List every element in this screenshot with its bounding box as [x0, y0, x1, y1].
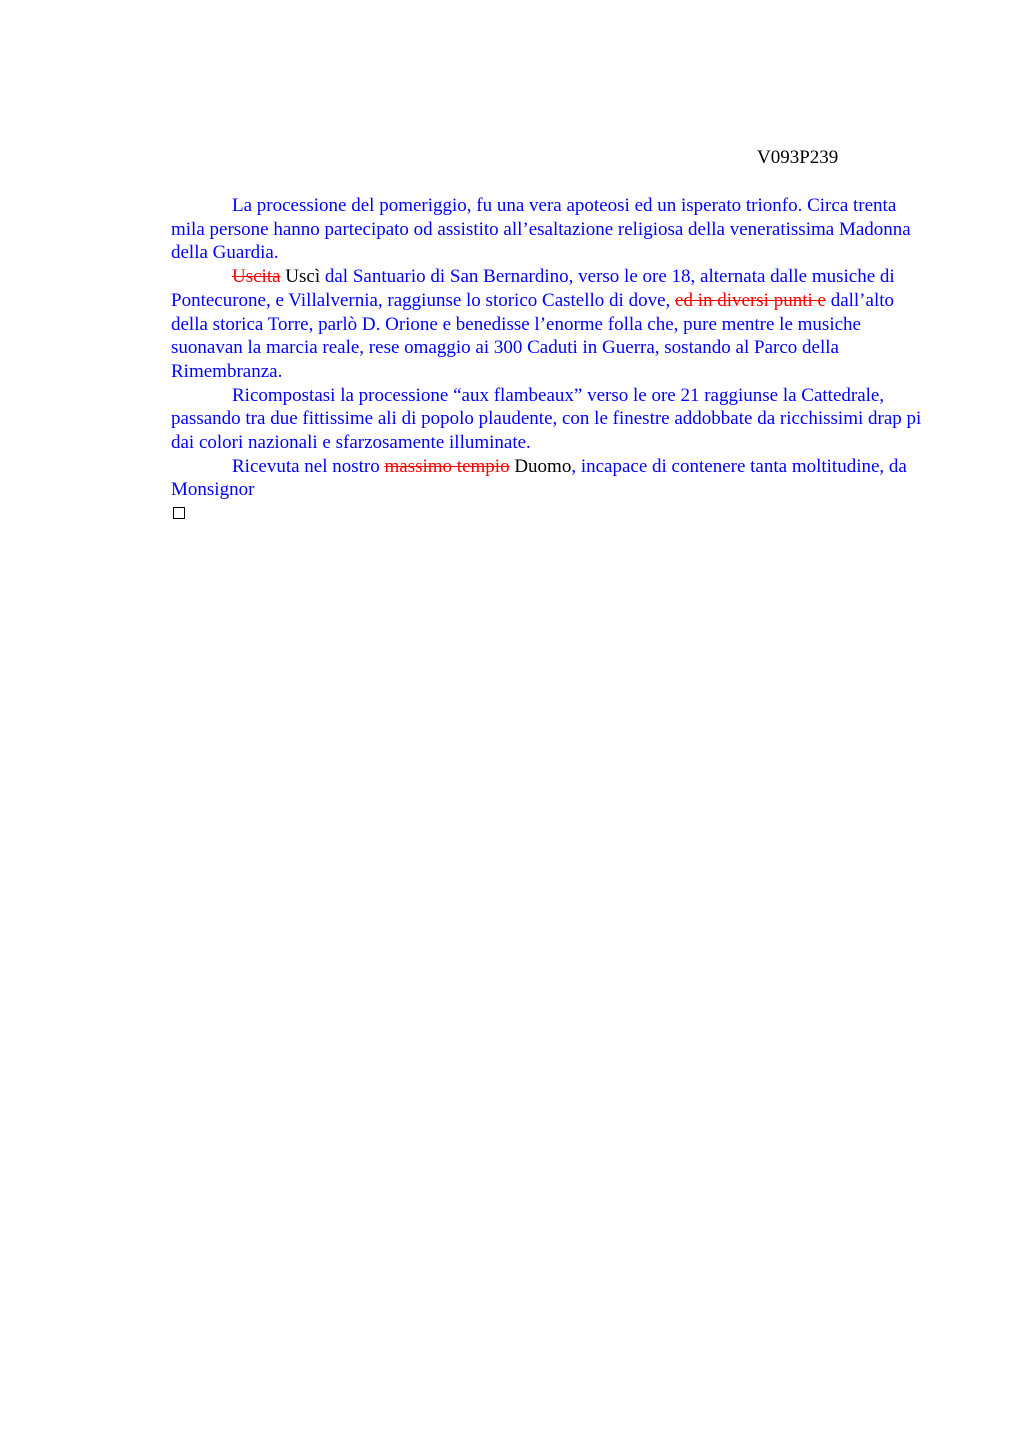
deleted-text: Uscita [232, 266, 281, 288]
text-segment: Ricevuta nel nostro [232, 455, 385, 477]
paragraph-1 [171, 194, 925, 265]
inserted-text: Duomo [514, 455, 572, 477]
empty-checkbox-glyph [173, 507, 185, 519]
text-segment: Ricompostasi la processione “aux flambeaux” verso le ore 21 raggiunse la Cattedrale, passando tra due fittissime ali di popolo plaudente, con le finestre addobbate da ricchissimi drap pi dai colori nazionali e sfarzosamente illuminate. [171, 384, 922, 454]
text-segment: La processione del pomeriggio, fu una vera apoteosi ed un isperato trionfo. Circa trenta mila persone hanno partecipato od assistito all’esaltazione religiosa della veneratissima Madonna della Guardia. [171, 195, 911, 264]
document-body [171, 194, 925, 519]
deleted-text: ed in diversi punti e [675, 289, 826, 311]
text-segment: , incapace di contenere tanta moltitudine, da Monsignor [171, 455, 907, 501]
page-reference-code: V093P239 [757, 147, 839, 168]
inserted-text: Uscì [285, 266, 321, 288]
paragraph-3 [171, 384, 925, 455]
text-segment: dal Santuario di San Bernardino, verso le ore 18, alternata dalle musiche di Pontecurone, e Villalvernia, raggiunse lo storico Castello di dove, [171, 266, 895, 311]
paragraph-4 [171, 455, 925, 502]
deleted-text: massimo tempio [384, 455, 510, 477]
paragraph-2 [171, 265, 925, 384]
text-segment: dall’alto della storica Torre, parlò D. Orione e benedisse l’enorme folla che, pure mentre le musiche suonavan la marcia reale, rese omaggio ai 300 Caduti in Guerra, sostando al Parco della Rimembranza. [171, 289, 894, 382]
